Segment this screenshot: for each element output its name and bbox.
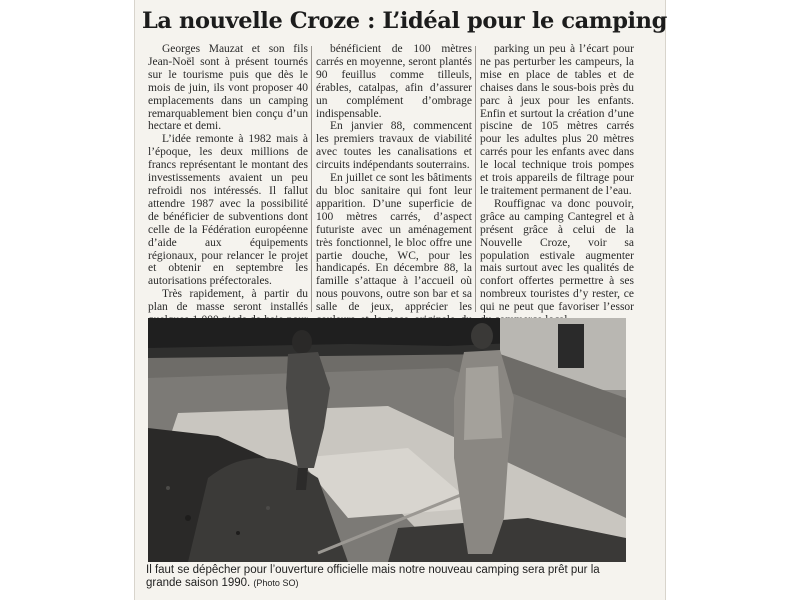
paragraph: Très rapidement, à partir du plan de masse seront installés <box>148 288 308 314</box>
paragraph: Georges Mauzat et son fils Jean-Noël sont à présent tournés sur le tourisme puis que dès le mois de juin, ils vont proposer 40 emplacements dans un camping remarquablement bien conçu d’un hectare et demi. <box>148 43 308 133</box>
photo-caption <box>146 564 636 590</box>
photo-credit: (Photo SO) <box>253 578 299 588</box>
paragraph: parking un peu à l’écart pour ne pas perturber les campeurs, la mise en place de tables et de chaises dans le sous-bois près du parc à jeux pour les enfants. Enfin et surtout la création d’une piscine de 105 mètres carrés pour les adultes plus 20 mètres carrés pour les enfants avec dans le local technique trois pompes et trois appareils de filtrage pour le traitement permanent de l’eau. <box>480 43 634 197</box>
column-divider <box>311 46 312 312</box>
article-headline: La nouvelle Croze : L’idéal pour le camping <box>142 8 667 34</box>
paragraph: En juillet ce sont les bâtiments du bloc sanitaire qui font leur apparition. D’une superficie de 100 mètres carrés, d’aspect futuriste avec un aménagement très fonctionnel, le bloc offre une partie douche, WC, pour les handicapés. En décembre 88, la famille s’attaque à l’accueil où nous pouvons, outre son bar et sa salle de jeux, apprécier les <box>316 172 472 314</box>
paragraph: Rouffignac va donc pouvoir, grâce au camping Cantegrel et à présent grâce à celui de la Nouvelle Croze, voir sa population estivale augmenter mais surtout avec les qualités de confort offertes permettre à ses nombreux touristes d’y rester, ce qui ne peut que favoriser l’essor <box>480 197 634 314</box>
column-divider <box>475 46 476 312</box>
article-photo <box>148 318 626 562</box>
paragraph: En janvier 88, commencent les premiers travaux de viabilité avec toutes les canalisations et circuits indépendants souterrains. <box>316 120 472 172</box>
article-column-1 <box>148 43 308 315</box>
paragraph: L’idée remonte à 1982 mais à l’époque, les deux millions de francs représentant le montant des investissements avaient un peu refroidi nos intéressés. Il fallut attendre 1987 avec la possibilité de bénéficier de subventions dont celle de la Fédération européenne d’aide aux équipements régionaux, pour relancer le projet et obtenir en septembre les autorisations préfectorales. <box>148 133 308 288</box>
paragraph: bénéficient de 100 mètres carrés en moyenne, seront plantés 90 feuillus comme tilleuls, érables, catalpas, afin d’assurer un complément d’ombrage indispensable. <box>316 43 472 120</box>
article-column-2 <box>316 43 472 319</box>
caption-text: Il faut se dépêcher pour l’ouverture officielle mais notre nouveau camping sera prêt pur la grande saison 1990. <box>146 564 600 589</box>
article-column-3 <box>480 43 634 315</box>
